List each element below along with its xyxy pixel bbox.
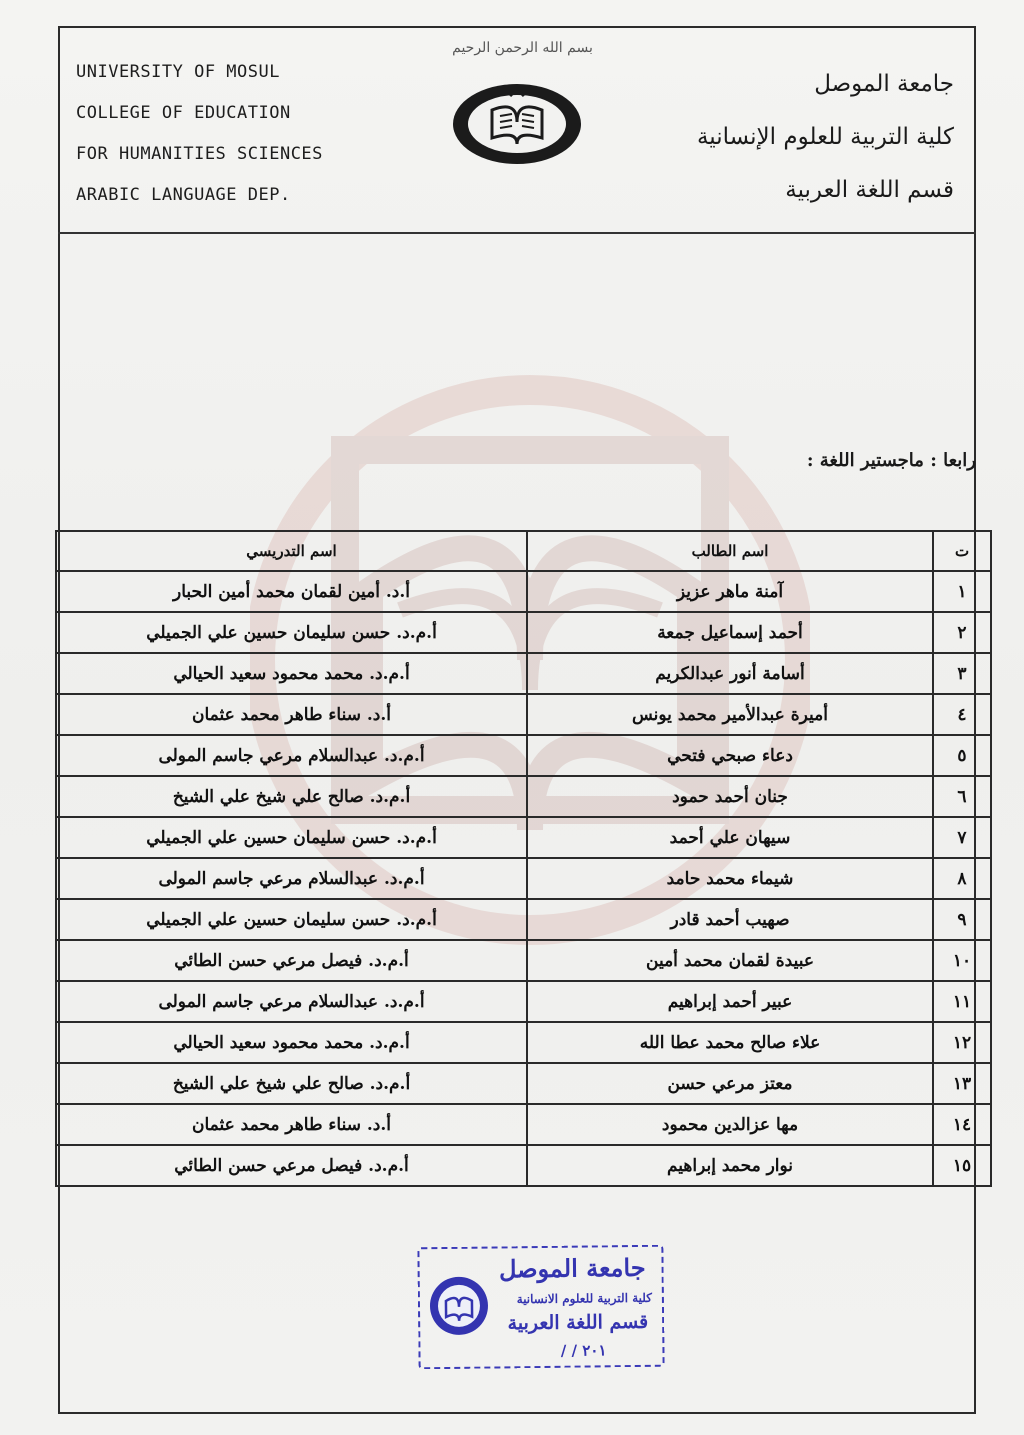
header-student: اسم الطالب [527, 531, 933, 571]
letterhead-en-line: FOR HUMANITIES SCIENCES [76, 144, 323, 164]
letterhead-en-line: ARABIC LANGUAGE DEP. [76, 185, 291, 205]
supervisor-name: أ.م.د. فيصل مرعي حسن الطائي [56, 1145, 527, 1186]
header-supervisor: اسم التدريسي [56, 531, 527, 571]
letterhead-ar-line: جامعة الموصل [814, 71, 954, 97]
header-divider [58, 232, 976, 234]
row-number: ٩ [933, 899, 991, 940]
student-name: معتز مرعي حسن [527, 1063, 933, 1104]
student-name: نوار محمد إبراهيم [527, 1145, 933, 1186]
college-logo-icon [450, 82, 584, 166]
basmala: بسم الله الرحمن الرحيم [452, 40, 593, 56]
supervisor-name: أ.م.د. فيصل مرعي حسن الطائي [56, 940, 527, 981]
table-row [56, 1104, 991, 1145]
stamp-college: كلية التربية للعلوم الانسانية [516, 1290, 652, 1307]
supervisor-name: أ.م.د. محمد محمود سعيد الحيالي [56, 653, 527, 694]
row-number: ٨ [933, 858, 991, 899]
row-number: ٧ [933, 817, 991, 858]
row-number: ١٠ [933, 940, 991, 981]
table-body [56, 571, 991, 1186]
english-letterhead [76, 52, 406, 216]
table-row [56, 735, 991, 776]
table-row [56, 571, 991, 612]
student-name: آمنة ماهر عزيز [527, 571, 933, 612]
table-row [56, 694, 991, 735]
official-stamp [417, 1245, 664, 1370]
stamp-university: جامعة الموصل [498, 1252, 646, 1284]
supervisor-name: أ.د. سناء طاهر محمد عثمان [56, 694, 527, 735]
table-row [56, 1022, 991, 1063]
table-row [56, 1063, 991, 1104]
section-title: رابعا : ماجستير اللغة : [806, 450, 976, 471]
supervisor-name: أ.م.د. صالح علي شيخ علي الشيخ [56, 1063, 527, 1104]
supervisor-name: أ.م.د. حسن سليمان حسين علي الجميلي [56, 817, 527, 858]
student-name: عبير أحمد إبراهيم [527, 981, 933, 1022]
row-number: ٤ [933, 694, 991, 735]
letterhead-en-line: UNIVERSITY OF MOSUL [76, 62, 280, 82]
stamp-seal-icon [428, 1275, 491, 1338]
stamp-date: ٢٠١ / / [560, 1341, 607, 1360]
supervisor-name: أ.م.د. عبدالسلام مرعي جاسم المولى [56, 981, 527, 1022]
student-name: أميرة عبدالأمير محمد يونس [527, 694, 933, 735]
student-name: علاء صالح محمد عطا الله [527, 1022, 933, 1063]
letterhead-ar-line: كلية التربية للعلوم الإنسانية [696, 124, 954, 150]
table-row [56, 899, 991, 940]
student-name: جنان أحمد حمود [527, 776, 933, 817]
supervisor-name: أ.م.د. حسن سليمان حسين علي الجميلي [56, 899, 527, 940]
table-row [56, 940, 991, 981]
table-row [56, 653, 991, 694]
supervisor-name: أ.م.د. حسن سليمان حسين علي الجميلي [56, 612, 527, 653]
row-number: ٥ [933, 735, 991, 776]
row-number: ١٢ [933, 1022, 991, 1063]
table-row [56, 817, 991, 858]
student-name: عبيدة لقمان محمد أمين [527, 940, 933, 981]
student-name: أحمد إسماعيل جمعة [527, 612, 933, 653]
row-number: ١٣ [933, 1063, 991, 1104]
supervisor-name: أ.د. سناء طاهر محمد عثمان [56, 1104, 527, 1145]
table-header-row [56, 531, 991, 571]
row-number: ٢ [933, 612, 991, 653]
supervisor-name: أ.م.د. محمد محمود سعيد الحيالي [56, 1022, 527, 1063]
arabic-letterhead [634, 58, 954, 217]
table-row [56, 858, 991, 899]
stamp-department: قسم اللغة العربية [507, 1310, 649, 1335]
table-row [56, 1145, 991, 1186]
header-num: ت [933, 531, 991, 571]
row-number: ١٤ [933, 1104, 991, 1145]
supervisor-name: أ.م.د. عبدالسلام مرعي جاسم المولى [56, 858, 527, 899]
row-number: ٦ [933, 776, 991, 817]
table-row [56, 981, 991, 1022]
student-name: أسامة أنور عبدالكريم [527, 653, 933, 694]
row-number: ١٥ [933, 1145, 991, 1186]
row-number: ١١ [933, 981, 991, 1022]
supervisor-name: أ.م.د. صالح علي شيخ علي الشيخ [56, 776, 527, 817]
student-name: سيهان علي أحمد [527, 817, 933, 858]
supervisor-name: أ.د. أمين لقمان محمد أمين الحبار [56, 571, 527, 612]
student-name: شيماء محمد حامد [527, 858, 933, 899]
table-row [56, 612, 991, 653]
student-name: دعاء صبحي فتحي [527, 735, 933, 776]
row-number: ٣ [933, 653, 991, 694]
student-name: صهيب أحمد قادر [527, 899, 933, 940]
letterhead-en-line: COLLEGE OF EDUCATION [76, 103, 291, 123]
supervisor-name: أ.م.د. عبدالسلام مرعي جاسم المولى [56, 735, 527, 776]
letterhead-ar-line: قسم اللغة العربية [785, 177, 954, 203]
students-table [55, 530, 992, 1187]
table-row [56, 776, 991, 817]
student-name: مها عزالدين محمود [527, 1104, 933, 1145]
row-number: ١ [933, 571, 991, 612]
